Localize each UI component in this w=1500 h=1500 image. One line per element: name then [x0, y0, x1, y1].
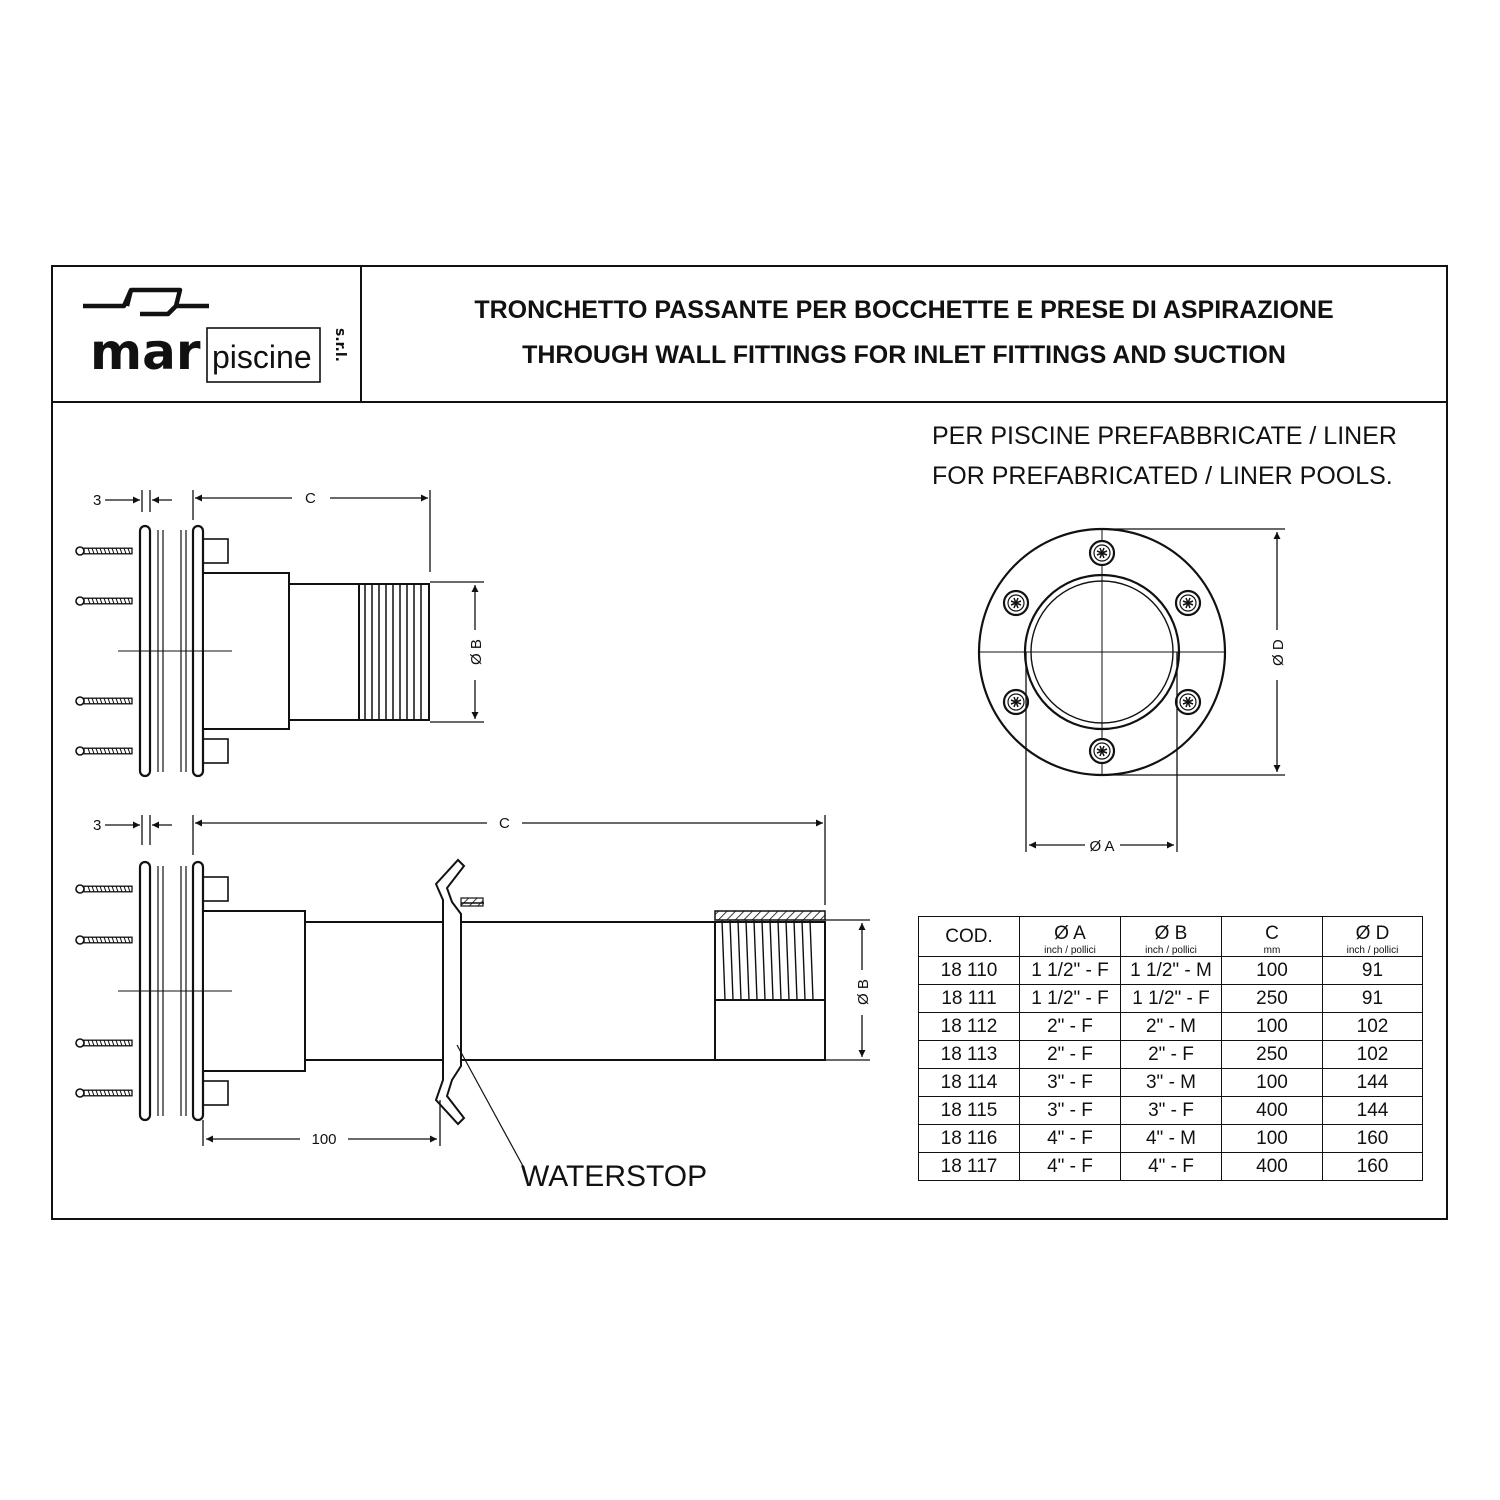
- cell-length: 400: [1222, 1097, 1323, 1125]
- spec-table: [918, 916, 1423, 1181]
- logo-suffix: s.r.l.: [332, 328, 348, 362]
- cell-dia-a: 2" - F: [1020, 1013, 1121, 1041]
- table-row: [919, 1125, 1423, 1153]
- side-view-short: [76, 490, 485, 776]
- logo-subword: piscine: [212, 339, 312, 375]
- table-row: [919, 957, 1423, 985]
- cell-dia-d: 160: [1323, 1125, 1423, 1153]
- fitting-body-top: [203, 573, 429, 729]
- dim-label-offset: 100: [311, 1131, 337, 1148]
- dim-label-thickness-bottom: 3: [93, 817, 102, 834]
- cell-dia-a: 1 1/2" - F: [1020, 985, 1121, 1013]
- table-row: [919, 1069, 1423, 1097]
- dim-label-thickness-top: 3: [93, 492, 102, 509]
- cell-dia-b: 4" - F: [1121, 1153, 1222, 1181]
- cell-code: 18 111: [919, 985, 1020, 1013]
- waterstop-leader: [457, 1045, 524, 1168]
- cell-length: 100: [1222, 1125, 1323, 1153]
- fitting-body-bottom: [203, 911, 825, 1071]
- col-unit-length: mm: [1222, 945, 1323, 957]
- front-view: [978, 528, 1287, 855]
- cell-dia-a: 3" - F: [1020, 1097, 1121, 1125]
- table-row: [919, 1153, 1423, 1181]
- cell-dia-a: 3" - F: [1020, 1069, 1121, 1097]
- table-row: [919, 1097, 1423, 1125]
- thread-hatch: [715, 911, 825, 920]
- cell-dia-b: 3" - F: [1121, 1097, 1222, 1125]
- cell-dia-a: 4" - F: [1020, 1125, 1121, 1153]
- cell-dia-b: 4" - M: [1121, 1125, 1222, 1153]
- cell-dia-a: 2" - F: [1020, 1041, 1121, 1069]
- cell-length: 250: [1222, 985, 1323, 1013]
- cell-dia-d: 91: [1323, 957, 1423, 985]
- title-line-1: TRONCHETTO PASSANTE PER BOCCHETTE E PRESE DI ASPIRAZIONE: [474, 296, 1334, 324]
- title-line-2: THROUGH WALL FITTINGS FOR INLET FITTINGS AND SUCTION: [522, 341, 1286, 369]
- cell-dia-a: 4" - F: [1020, 1153, 1121, 1181]
- cell-length: 100: [1222, 957, 1323, 985]
- cell-code: 18 117: [919, 1153, 1020, 1181]
- cell-dia-d: 102: [1323, 1041, 1423, 1069]
- cell-length: 400: [1222, 1153, 1323, 1181]
- dimension-thickness-top: [105, 490, 172, 512]
- cell-length: 100: [1222, 1069, 1323, 1097]
- col-unit-dia-a: inch / pollici: [1020, 945, 1121, 957]
- table-row: [919, 1041, 1423, 1069]
- cell-dia-b: 1 1/2" - F: [1121, 985, 1222, 1013]
- logo-boat-mark: [83, 290, 209, 314]
- cell-dia-d: 144: [1323, 1097, 1423, 1125]
- cell-code: 18 112: [919, 1013, 1020, 1041]
- cell-code: 18 116: [919, 1125, 1020, 1153]
- dim-label-dia-b-top: Ø B: [468, 639, 485, 665]
- dim-label-length-top: C: [305, 490, 316, 507]
- col-header-dia-a: Ø A: [1020, 917, 1121, 946]
- col-header-dia-b: Ø B: [1121, 917, 1222, 946]
- cell-length: 250: [1222, 1041, 1323, 1069]
- cell-code: 18 114: [919, 1069, 1020, 1097]
- col-unit-dia-b: inch / pollici: [1121, 945, 1222, 957]
- waterstop-label: WATERSTOP: [521, 1160, 708, 1193]
- dimension-thickness-bottom: [105, 815, 172, 845]
- cell-dia-b: 3" - M: [1121, 1069, 1222, 1097]
- table-row: [919, 1013, 1423, 1041]
- cell-dia-d: 144: [1323, 1069, 1423, 1097]
- logo-wordmark: mar: [90, 323, 201, 381]
- col-header-code: COD.: [919, 917, 1020, 957]
- cell-dia-d: 102: [1323, 1013, 1423, 1041]
- col-unit-dia-d: inch / pollici: [1323, 945, 1423, 957]
- note-line-2: FOR PREFABRICATED / LINER POOLS.: [932, 462, 1393, 490]
- cell-code: 18 115: [919, 1097, 1020, 1125]
- cell-length: 100: [1222, 1013, 1323, 1041]
- cell-dia-b: 1 1/2" - M: [1121, 957, 1222, 985]
- company-logo: [83, 290, 348, 382]
- dim-label-dia-b-bottom: Ø B: [855, 979, 872, 1005]
- cell-dia-d: 160: [1323, 1153, 1423, 1181]
- dim-label-dia-a: Ø A: [1089, 838, 1115, 855]
- cell-dia-b: 2" - F: [1121, 1041, 1222, 1069]
- cell-code: 18 110: [919, 957, 1020, 985]
- cell-code: 18 113: [919, 1041, 1020, 1069]
- cell-dia-d: 91: [1323, 985, 1423, 1013]
- note-line-1: PER PISCINE PREFABBRICATE / LINER: [932, 422, 1397, 450]
- cell-dia-a: 1 1/2" - F: [1020, 957, 1121, 985]
- side-view-long: [76, 815, 872, 1193]
- col-header-dia-d: Ø D: [1323, 917, 1423, 946]
- cell-dia-b: 2" - M: [1121, 1013, 1222, 1041]
- table-row: [919, 985, 1423, 1013]
- dim-label-dia-d: Ø D: [1270, 639, 1287, 666]
- dim-label-length-bottom: C: [499, 815, 510, 832]
- col-header-length: C: [1222, 917, 1323, 946]
